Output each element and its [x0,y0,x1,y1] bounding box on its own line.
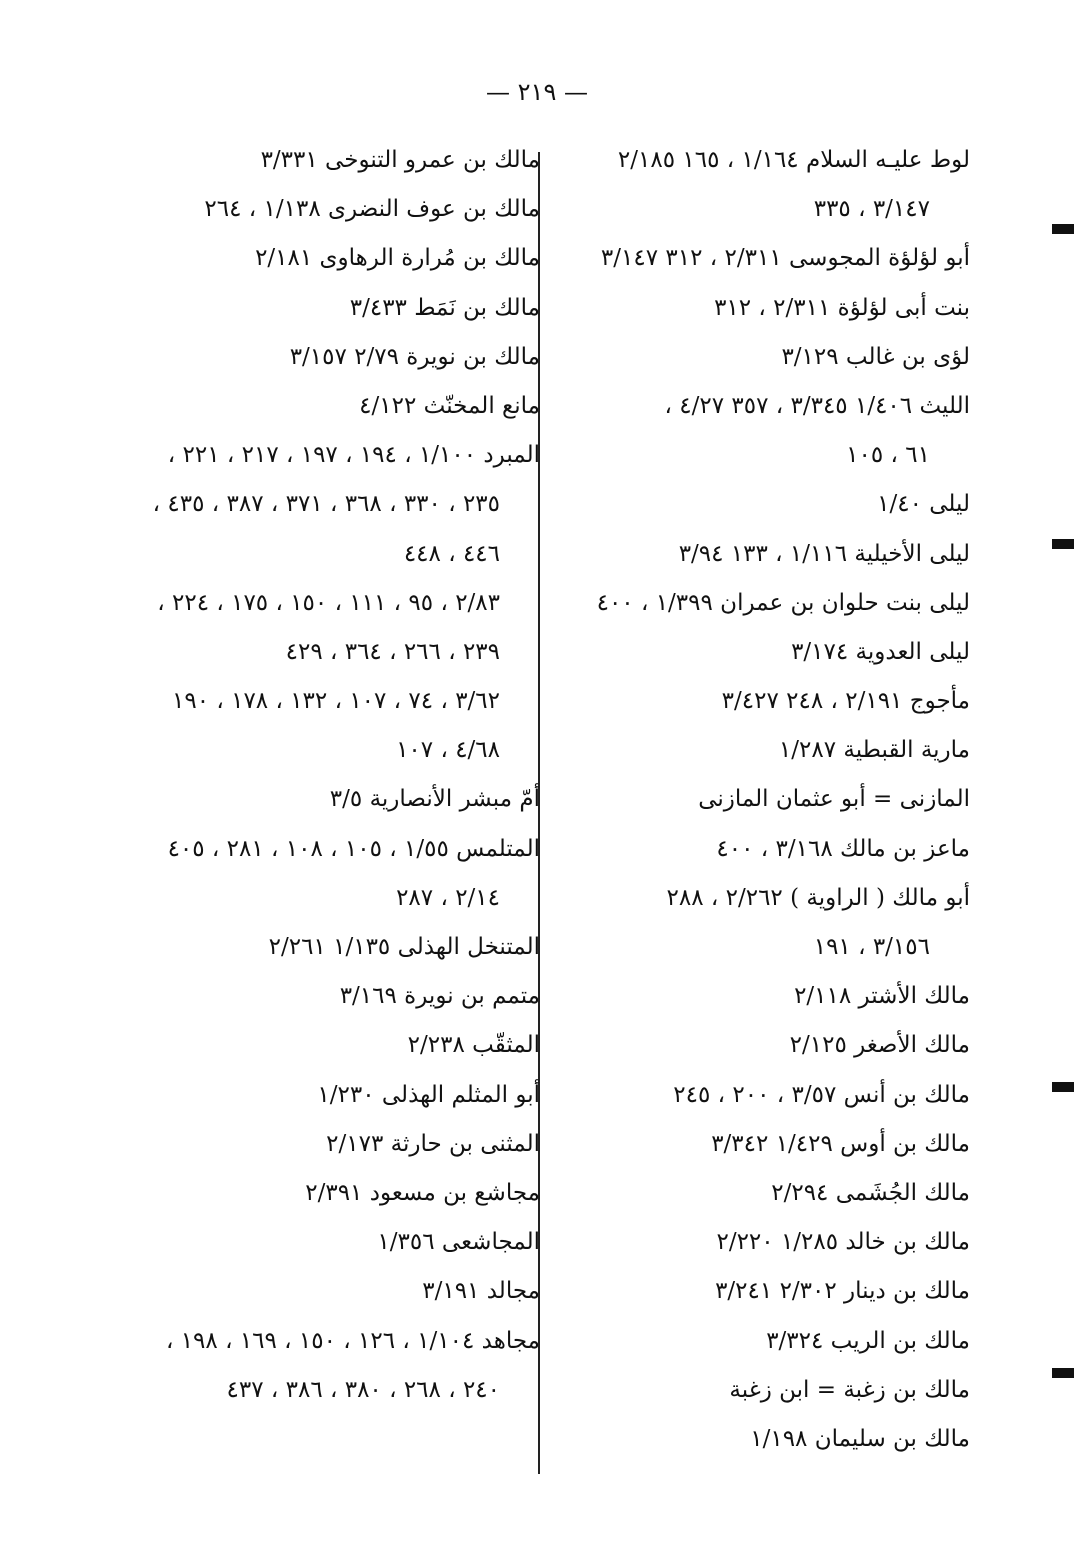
index-entry: المازنى = أبو عثمان المازنى [698,786,970,813]
index-column-left [120,136,540,1415]
index-entry: مالك بن سليمان ١/١٩٨ [750,1425,970,1452]
index-entry: مانع المخنّث ٤/١٢٢ [359,392,540,419]
index-entry: ٢٤٠ ، ٢٦٨ ، ٣٨٠ ، ٣٨٦ ، ٤٣٧ [226,1376,500,1403]
page-number: — ٢١٩ — [486,78,588,106]
index-entry: بنت أبى لؤلؤة ٢/٣١١ ، ٣١٢ [714,294,970,321]
index-entry: ٤٤٦ ، ٤٤٨ [403,540,500,567]
index-entry: ٢/١٤ ، ٢٨٧ [396,884,500,911]
index-entry: ٢٣٩ ، ٢٦٦ ، ٣٦٤ ، ٤٢٩ [285,638,500,665]
margin-mark [1052,1368,1074,1378]
index-entry: ليلى العدوية ٣/١٧٤ [791,638,970,665]
index-entry: مالك بن أوس ١/٤٢٩ ٣/٣٤٢ [711,1130,970,1157]
index-entry: متمم بن نويرة ٣/١٦٩ [339,983,540,1010]
index-entry: مأجوج ٢/١٩١ ، ٢٤٨ ٣/٤٢٧ [721,688,970,715]
index-entry: ٣/١٤٧ ، ٣٣٥ [813,196,930,223]
index-entry: ليلى الأخيلية ١/١١٦ ، ١٣٣ ٣/٩٤ [678,540,970,567]
index-entry: المجاشعى ١/٣٥٦ [377,1229,540,1256]
index-entry: مارية القبطية ١/٢٨٧ [778,737,970,764]
index-entry: ٣/٦٢ ، ٧٤ ، ١٠٧ ، ١٣٢ ، ١٧٨ ، ١٩٠ [171,688,500,715]
index-entry: مجالد ٣/١٩١ [422,1278,540,1305]
index-column-right [560,136,970,1464]
index-entry: الليث ١/٤٠٦ ٣/٣٤٥ ، ٣٥٧ ٤/٢٧ ، [664,392,970,419]
index-entry: مالك بن عمرو التنوخى ٣/٣٣١ [260,147,540,173]
index-entry: المتنخل الهذلى ١/١٣٥ ٢/٢٦١ [268,934,540,960]
index-entry: مالك بن خالد ١/٢٨٥ ٢/٢٢٠ [716,1229,970,1256]
index-entry: مالك بن نَمَط ٣/٤٣٣ [349,294,540,321]
index-entry: مالك الأصغر ٢/١٢٥ [789,1032,970,1059]
index-entry: المبرد ١/١٠٠ ، ١٩٤ ، ١٩٧ ، ٢١٧ ، ٢٢١ ، [167,442,540,469]
index-entry: ٢٣٥ ، ٣٣٠ ، ٣٦٨ ، ٣٧١ ، ٣٨٧ ، ٤٣٥ ، [152,491,500,518]
index-entry: مجاهد ١/١٠٤ ، ١٢٦ ، ١٥٠ ، ١٦٩ ، ١٩٨ ، [165,1327,540,1354]
index-entry: مالك الجُشَمى ٢/٢٩٤ [771,1179,970,1206]
index-entry: مالك بن دينار ٢/٣٠٢ ٣/٢٤١ [715,1278,970,1305]
index-entry: المثقّب ٢/٢٣٨ [407,1032,540,1059]
index-entry: مالك بن أنس ٣/٥٧ ، ٢٠٠ ، ٢٤٥ [673,1081,970,1108]
index-entry: أبو المثلم الهذلى ١/٢٣٠ [317,1081,540,1108]
margin-mark [1052,539,1074,549]
margin-mark [1052,1082,1074,1092]
index-entry: ٦١ ، ١٠٥ [846,442,930,469]
index-entry: مالك بن عوف النضرى ١/١٣٨ ، ٢٦٤ [204,196,540,223]
index-entry: مالك بن نويرة ٢/٧٩ ٣/١٥٧ [289,343,540,370]
margin-mark [1052,224,1074,234]
index-entry: أبو مالك ( الراوية ) ٢/٢٦٢ ، ٢٨٨ [666,884,970,911]
index-entry: مالك بن مُرارة الرهاوى ٢/١٨١ [255,245,540,272]
index-entry: ٢/٨٣ ، ٩٥ ، ١١١ ، ١٥٠ ، ١٧٥ ، ٢٢٤ ، [157,589,500,616]
index-entry: ليلى ١/٤٠ [877,491,970,518]
index-entry: المتلمس ١/٥٥ ، ١٠٥ ، ١٠٨ ، ٢٨١ ، ٤٠٥ [167,835,540,862]
index-entry: لؤى بن غالب ٣/١٢٩ [781,343,970,370]
index-entry: أبو لؤلؤة المجوسى ٢/٣١١ ، ٣١٢ ٣/١٤٧ [600,245,970,272]
index-entry: أمّ مبشر الأنصارية ٣/٥ [329,786,540,813]
index-entry: مالك الأشتر ٢/١١٨ [794,983,970,1010]
index-entry: ٣/١٥٦ ، ١٩١ [813,934,930,960]
index-entry: المثنى بن حارثة ٢/١٧٣ [326,1130,540,1157]
index-entry: ماعز بن مالك ٣/١٦٨ ، ٤٠٠ [716,835,970,862]
index-entry: لوط عليـه السلام ١/١٦٤ ، ١٦٥ ٢/١٨٥ [617,147,970,173]
index-entry: مالك بن زغبة = ابن زغبة [729,1376,970,1403]
index-entry: ٤/٦٨ ، ١٠٧ [396,737,500,764]
index-entry: مالك بن الريب ٣/٣٢٤ [766,1327,970,1354]
index-entry: ليلى بنت حلوان بن عمران ١/٣٩٩ ، ٤٠٠ [596,589,970,616]
index-entry: مجاشع بن مسعود ٢/٣٩١ [305,1179,540,1206]
